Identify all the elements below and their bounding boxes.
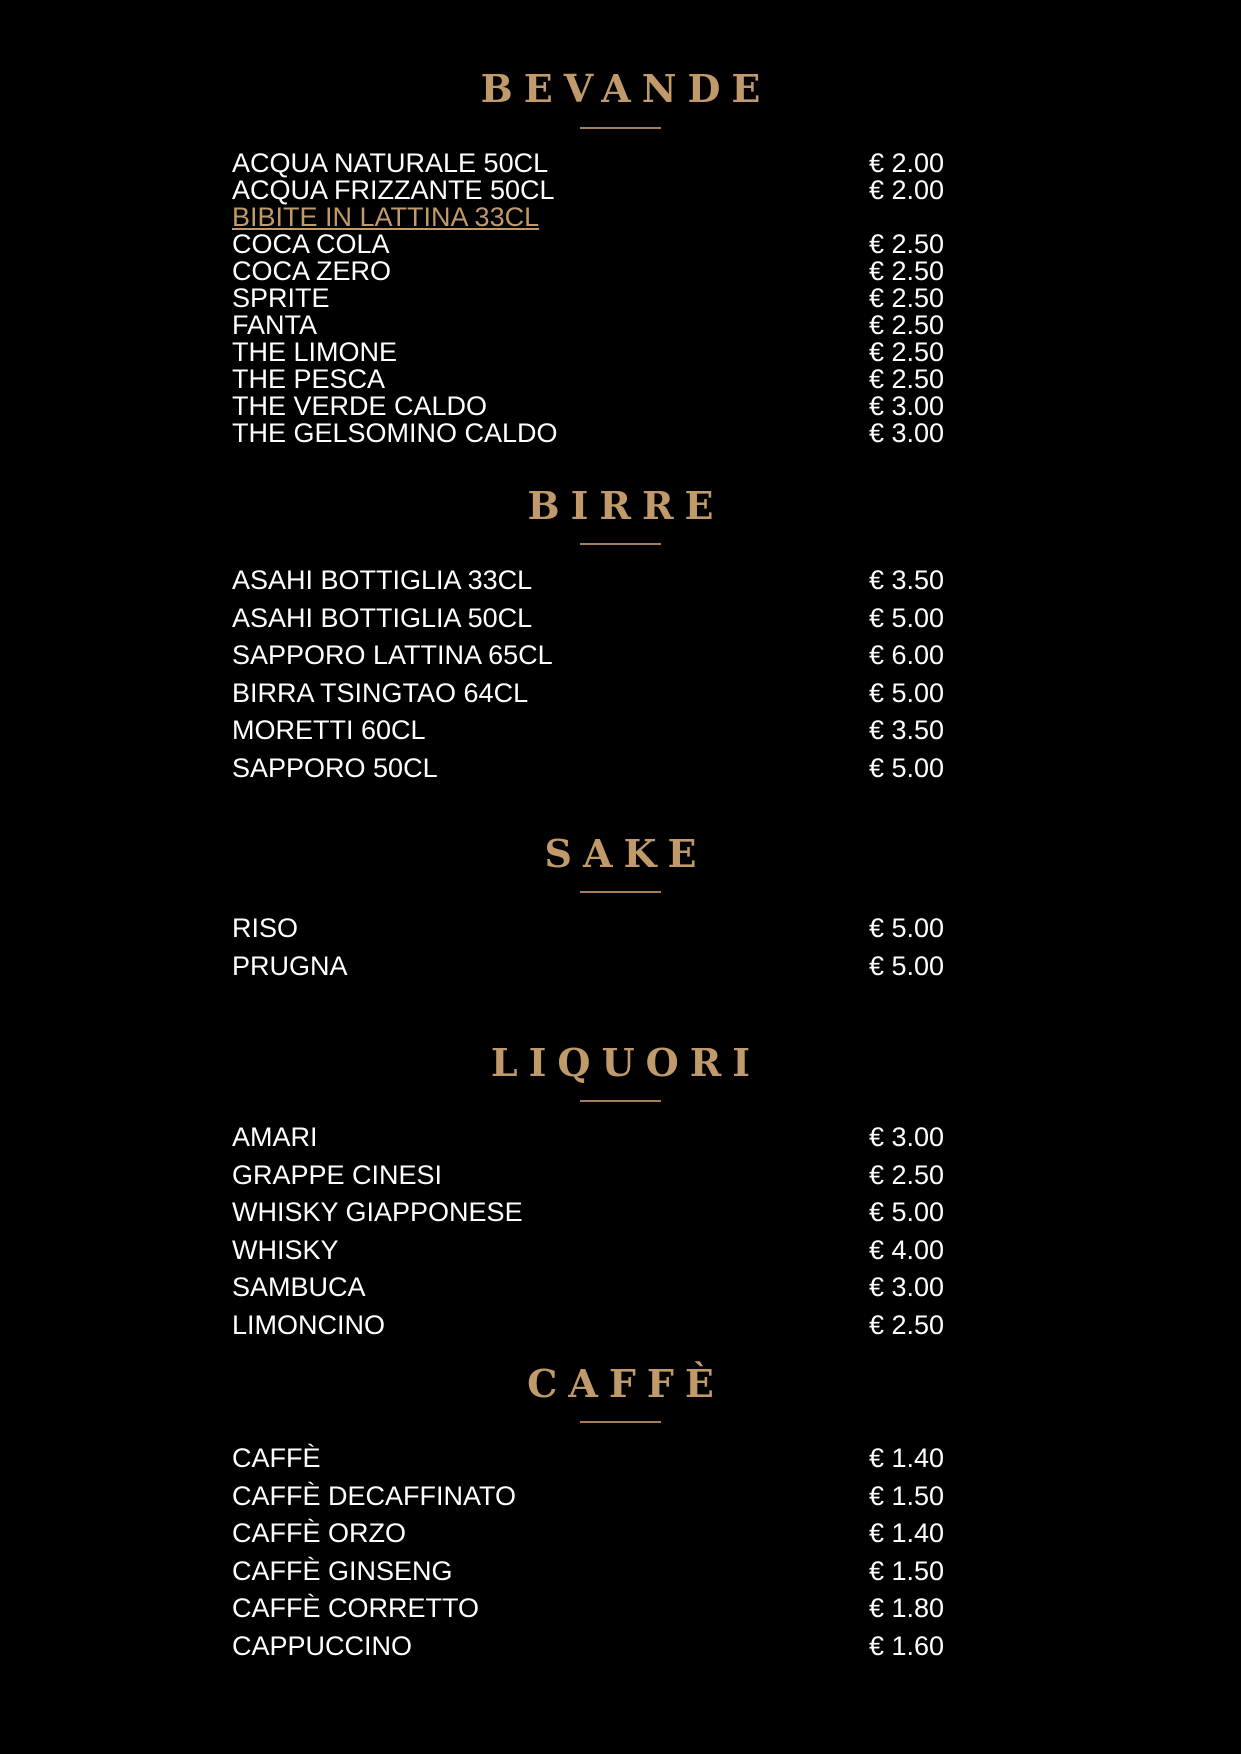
item-name: CAFFÈ GINSENG <box>232 1555 453 1586</box>
menu-item <box>232 258 952 285</box>
item-price: € 3.00 <box>869 1122 945 1152</box>
item-name: THE LIMONE <box>232 337 398 367</box>
item-name: WHISKY GIAPPONESE <box>232 1197 523 1227</box>
item-name: PRUGNA <box>232 950 348 981</box>
section-divider <box>580 891 661 893</box>
section-title-birre: BIRRE <box>527 483 725 528</box>
item-price: € 5.00 <box>869 602 945 633</box>
item-name: AMARI <box>232 1122 318 1152</box>
item-price: € 5.00 <box>869 913 945 943</box>
item-name: ACQUA FRIZZANTE 50CL <box>232 175 555 205</box>
item-name: CAFFÈ CORRETTO <box>232 1593 480 1623</box>
item-name: THE GELSOMINO CALDO <box>232 418 558 448</box>
menu-item <box>232 1234 952 1275</box>
item-price: € 2.50 <box>869 1309 945 1340</box>
menu-list-bevande <box>232 150 952 447</box>
menu-item <box>232 1630 952 1671</box>
menu-item <box>232 1309 952 1350</box>
section-title-liquori: LIQUORI <box>490 1040 762 1085</box>
item-name: SPRITE <box>232 283 330 313</box>
item-name: CAFFÈ <box>232 1443 321 1473</box>
item-price: € 5.00 <box>869 1197 945 1227</box>
item-price: € 2.00 <box>869 175 945 205</box>
item-price: € 5.00 <box>869 950 945 981</box>
menu-item <box>232 150 952 177</box>
item-price: € 6.00 <box>869 640 945 670</box>
item-name: CAFFÈ DECAFFINATO <box>232 1480 517 1511</box>
menu-list-birre <box>232 567 952 792</box>
section-title-bevande: BEVANDE <box>480 66 772 111</box>
item-price: € 3.00 <box>869 1272 945 1302</box>
menu-item <box>232 717 952 755</box>
menu-item <box>232 1199 952 1237</box>
menu-item <box>232 312 952 339</box>
item-name: BIRRA TSINGTAO 64CL <box>232 677 529 708</box>
item-price: € 3.00 <box>869 418 945 448</box>
item-name: SAPPORO 50CL <box>232 752 438 783</box>
item-price: € 5.00 <box>869 677 945 708</box>
item-name: LIMONCINO <box>232 1309 386 1340</box>
item-price: € 2.50 <box>869 1159 945 1190</box>
item-name: COCA ZERO <box>232 256 392 286</box>
item-price: € 3.50 <box>869 715 945 745</box>
item-name: MORETTI 60CL <box>232 715 426 745</box>
subheading-link[interactable]: BIBITE IN LATTINA 33CL <box>232 202 540 232</box>
item-price: € 2.00 <box>869 148 945 178</box>
item-price: € 2.50 <box>869 364 945 394</box>
item-name: THE VERDE CALDO <box>232 391 488 421</box>
menu-item <box>232 915 952 953</box>
menu-item <box>232 1124 952 1162</box>
section-title-sake: SAKE <box>544 831 708 876</box>
menu-list-liquori <box>232 1124 952 1349</box>
item-name: COCA COLA <box>232 229 390 259</box>
item-price: € 1.40 <box>869 1443 945 1473</box>
item-price: € 4.00 <box>869 1234 945 1265</box>
menu-item <box>232 339 952 366</box>
menu-item <box>232 642 952 680</box>
menu-list-caffe <box>232 1445 952 1670</box>
menu-item <box>232 231 952 258</box>
item-name: WHISKY <box>232 1234 339 1265</box>
item-price: € 1.80 <box>869 1593 945 1623</box>
item-name: RISO <box>232 913 299 943</box>
menu-item <box>232 752 952 793</box>
item-name: ACQUA NATURALE 50CL <box>232 148 549 178</box>
item-price: € 2.50 <box>869 337 945 367</box>
item-name: ASAHI BOTTIGLIA 33CL <box>232 565 533 595</box>
item-price: € 3.50 <box>869 565 945 595</box>
item-price: € 2.50 <box>869 229 945 259</box>
menu-item <box>232 950 952 991</box>
menu-item <box>232 567 952 605</box>
menu-item <box>232 393 952 420</box>
item-name: CAFFÈ ORZO <box>232 1518 406 1548</box>
item-name: SAMBUCA <box>232 1272 366 1302</box>
menu-item <box>232 1274 952 1312</box>
item-price: € 1.50 <box>869 1480 945 1511</box>
menu-item <box>232 1595 952 1633</box>
menu-item <box>232 1555 952 1596</box>
section-divider <box>580 1421 661 1423</box>
item-price: € 1.40 <box>869 1518 945 1548</box>
item-price: € 2.50 <box>869 256 945 286</box>
item-price: € 2.50 <box>869 283 945 313</box>
item-price: € 1.50 <box>869 1555 945 1586</box>
menu-item <box>232 366 952 393</box>
menu-item <box>232 677 952 718</box>
menu-item <box>232 1159 952 1200</box>
item-name: ASAHI BOTTIGLIA 50CL <box>232 602 533 633</box>
menu-item <box>232 602 952 643</box>
item-price: € 2.50 <box>869 310 945 340</box>
item-price: € 3.00 <box>869 391 945 421</box>
menu-item <box>232 420 952 447</box>
item-name: SAPPORO LATTINA 65CL <box>232 640 553 670</box>
menu-list-sake <box>232 915 952 990</box>
item-name: CAPPUCCINO <box>232 1630 413 1661</box>
menu-item <box>232 177 952 204</box>
section-divider <box>580 127 661 129</box>
menu-item <box>232 285 952 312</box>
menu-item <box>232 1480 952 1521</box>
menu-subheading[interactable] <box>232 204 952 231</box>
menu-item <box>232 1445 952 1483</box>
item-name: THE PESCA <box>232 364 386 394</box>
section-divider <box>580 543 661 545</box>
menu-item <box>232 1520 952 1558</box>
section-divider <box>580 1100 661 1102</box>
item-price: € 1.60 <box>869 1630 945 1661</box>
item-name: GRAPPE CINESI <box>232 1159 443 1190</box>
section-title-caffe: CAFFÈ <box>527 1361 725 1406</box>
item-name: FANTA <box>232 310 318 340</box>
item-price: € 5.00 <box>869 752 945 783</box>
